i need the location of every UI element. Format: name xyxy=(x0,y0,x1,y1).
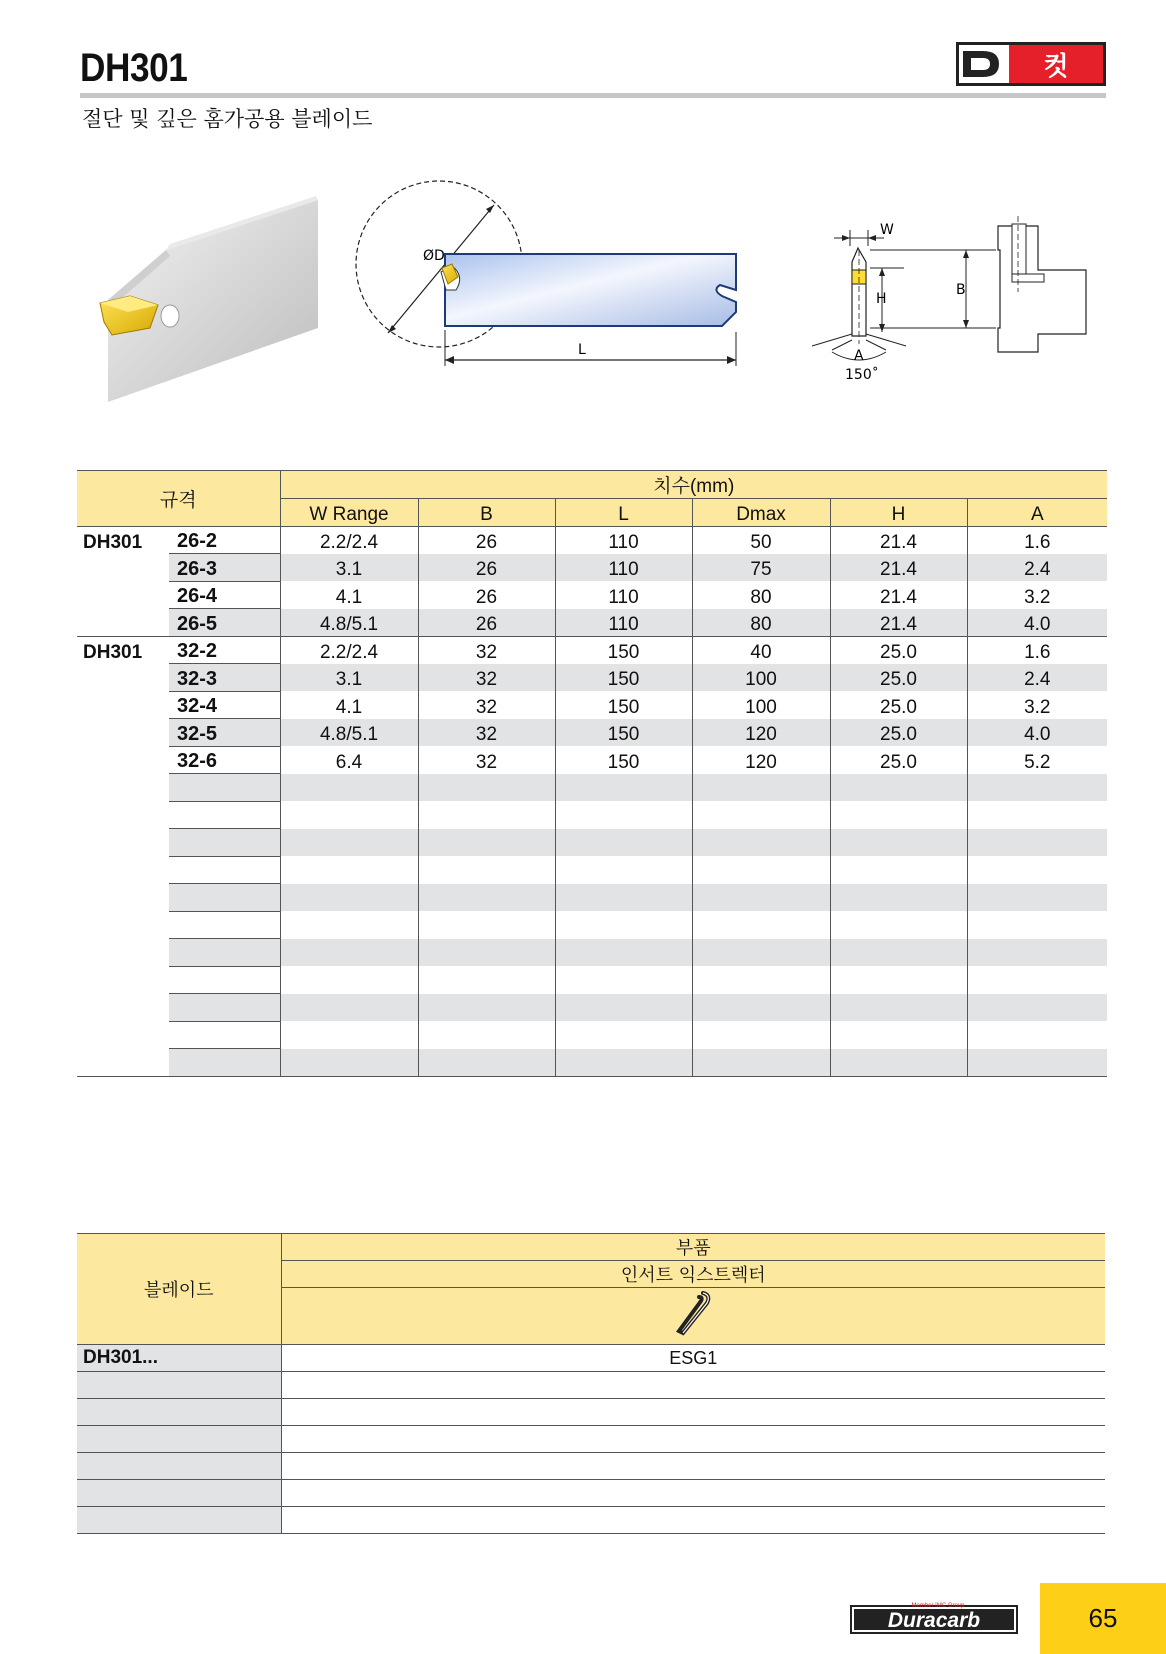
value-cell: 3.1 xyxy=(280,664,418,692)
angle-value: 150˚ xyxy=(845,367,879,383)
table-row xyxy=(77,609,1107,637)
empty-row xyxy=(77,994,1107,1022)
column-header: W Range xyxy=(280,499,418,527)
blade-side-diagram xyxy=(356,181,736,366)
value-cell: 32 xyxy=(418,746,555,774)
code-cell: 26-2 xyxy=(169,526,280,554)
table-row xyxy=(77,554,1107,582)
duracarb-logo xyxy=(850,1601,1020,1635)
value-cell: 26 xyxy=(418,554,555,582)
table-row xyxy=(77,581,1107,609)
model-cell xyxy=(77,664,169,692)
diameter-label: ØD xyxy=(423,248,445,264)
value-cell: 80 xyxy=(692,609,830,637)
model-cell xyxy=(77,691,169,719)
code-cell: 26-4 xyxy=(169,581,280,609)
value-cell: 25.0 xyxy=(830,691,967,719)
value-cell: 40 xyxy=(692,636,830,664)
value-cell: 3.2 xyxy=(967,581,1107,609)
brand-tag: Member IMC Group xyxy=(911,1603,965,1609)
value-cell: 75 xyxy=(692,554,830,582)
code-cell: 26-3 xyxy=(169,554,280,582)
value-cell: 100 xyxy=(692,691,830,719)
empty-row xyxy=(77,1372,1105,1399)
blade-cell: DH301... xyxy=(77,1345,281,1372)
value-cell: 25.0 xyxy=(830,664,967,692)
column-header: B xyxy=(418,499,555,527)
blade-header: 블레이드 xyxy=(77,1234,281,1345)
value-cell: 32 xyxy=(418,719,555,747)
model-cell xyxy=(77,581,169,609)
column-header: Dmax xyxy=(692,499,830,527)
empty-row xyxy=(77,1426,1105,1453)
value-cell: 4.1 xyxy=(280,691,418,719)
value-cell: 21.4 xyxy=(830,554,967,582)
value-cell: 80 xyxy=(692,581,830,609)
empty-row xyxy=(77,1049,1107,1077)
column-header: H xyxy=(830,499,967,527)
page-number: 65 xyxy=(1040,1583,1166,1654)
table-row xyxy=(77,746,1107,774)
value-cell: 4.0 xyxy=(967,609,1107,637)
value-cell: 4.8/5.1 xyxy=(280,719,418,747)
value-cell: 2.4 xyxy=(967,664,1107,692)
value-cell: 21.4 xyxy=(830,609,967,637)
value-cell: 32 xyxy=(418,691,555,719)
length-label: L xyxy=(578,342,586,358)
value-cell: 3.1 xyxy=(280,554,418,582)
value-cell: 2.4 xyxy=(967,554,1107,582)
angle-label: A xyxy=(854,348,864,364)
value-cell: 4.8/5.1 xyxy=(280,609,418,637)
value-cell: 25.0 xyxy=(830,636,967,664)
empty-row xyxy=(77,1453,1105,1480)
value-cell: 1.6 xyxy=(967,636,1107,664)
parts-header: 부품 xyxy=(281,1234,1105,1261)
column-header: A xyxy=(967,499,1107,527)
table-row xyxy=(77,691,1107,719)
value-cell: 150 xyxy=(555,746,692,774)
empty-row xyxy=(77,884,1107,912)
model-cell: DH301 xyxy=(77,526,169,554)
value-cell: 6.4 xyxy=(280,746,418,774)
part-cell: ESG1 xyxy=(281,1345,1105,1372)
height-label: H xyxy=(876,291,887,307)
value-cell: 2.2/2.4 xyxy=(280,636,418,664)
value-cell: 26 xyxy=(418,581,555,609)
value-cell: 150 xyxy=(555,636,692,664)
body-height-label: B xyxy=(956,282,966,298)
width-label: W xyxy=(880,222,894,238)
blade-section-diagram xyxy=(812,216,1086,383)
code-cell: 32-3 xyxy=(169,664,280,692)
value-cell: 110 xyxy=(555,554,692,582)
value-cell: 110 xyxy=(555,526,692,554)
empty-row xyxy=(77,774,1107,802)
value-cell: 3.2 xyxy=(967,691,1107,719)
parts-table xyxy=(77,1233,1105,1534)
value-cell: 150 xyxy=(555,691,692,719)
value-cell: 110 xyxy=(555,581,692,609)
spec-table xyxy=(77,470,1107,1077)
code-cell: 32-2 xyxy=(169,636,280,664)
empty-row xyxy=(77,1507,1105,1534)
extractor-header: 인서트 익스트렉터 xyxy=(281,1261,1105,1288)
badge-label: 컷 xyxy=(1009,45,1103,83)
parts-row xyxy=(77,1345,1105,1372)
dims-header: 치수(mm) xyxy=(280,471,1107,499)
code-cell: 32-5 xyxy=(169,719,280,747)
holder-blade-image xyxy=(100,196,318,402)
tool-diagrams xyxy=(0,0,1166,440)
empty-row xyxy=(77,856,1107,884)
code-cell: 32-4 xyxy=(169,691,280,719)
value-cell: 5.2 xyxy=(967,746,1107,774)
empty-row xyxy=(77,1021,1107,1049)
value-cell: 26 xyxy=(418,609,555,637)
model-cell xyxy=(77,746,169,774)
value-cell: 120 xyxy=(692,746,830,774)
table-row xyxy=(77,636,1107,664)
value-cell: 21.4 xyxy=(830,581,967,609)
value-cell: 1.6 xyxy=(967,526,1107,554)
extractor-tool-icon xyxy=(673,1289,713,1339)
table-row xyxy=(77,719,1107,747)
value-cell: 32 xyxy=(418,664,555,692)
value-cell: 2.2/2.4 xyxy=(280,526,418,554)
empty-row xyxy=(77,1399,1105,1426)
code-cell: 26-5 xyxy=(169,609,280,637)
model-cell xyxy=(77,554,169,582)
value-cell: 50 xyxy=(692,526,830,554)
model-cell xyxy=(77,719,169,747)
empty-row xyxy=(77,1480,1105,1507)
value-cell: 4.0 xyxy=(967,719,1107,747)
value-cell: 4.1 xyxy=(280,581,418,609)
page-title: DH301 xyxy=(80,46,188,90)
value-cell: 100 xyxy=(692,664,830,692)
column-header: L xyxy=(555,499,692,527)
model-cell: DH301 xyxy=(77,636,169,664)
empty-row xyxy=(77,801,1107,829)
empty-row xyxy=(77,939,1107,967)
value-cell: 26 xyxy=(418,526,555,554)
value-cell: 110 xyxy=(555,609,692,637)
value-cell: 150 xyxy=(555,719,692,747)
empty-row xyxy=(77,966,1107,994)
value-cell: 25.0 xyxy=(830,746,967,774)
value-cell: 150 xyxy=(555,664,692,692)
extractor-image-cell xyxy=(281,1288,1105,1345)
model-cell xyxy=(77,609,169,637)
value-cell: 32 xyxy=(418,636,555,664)
code-cell: 32-6 xyxy=(169,746,280,774)
page-subtitle: 절단 및 깊은 홈가공용 블레이드 xyxy=(82,107,373,131)
value-cell: 120 xyxy=(692,719,830,747)
brand-name: Duracarb xyxy=(887,1609,981,1632)
empty-row xyxy=(77,911,1107,939)
table-row xyxy=(77,664,1107,692)
spec-header: 규격 xyxy=(77,471,280,527)
empty-row xyxy=(77,829,1107,857)
value-cell: 21.4 xyxy=(830,526,967,554)
value-cell: 25.0 xyxy=(830,719,967,747)
table-row xyxy=(77,526,1107,554)
